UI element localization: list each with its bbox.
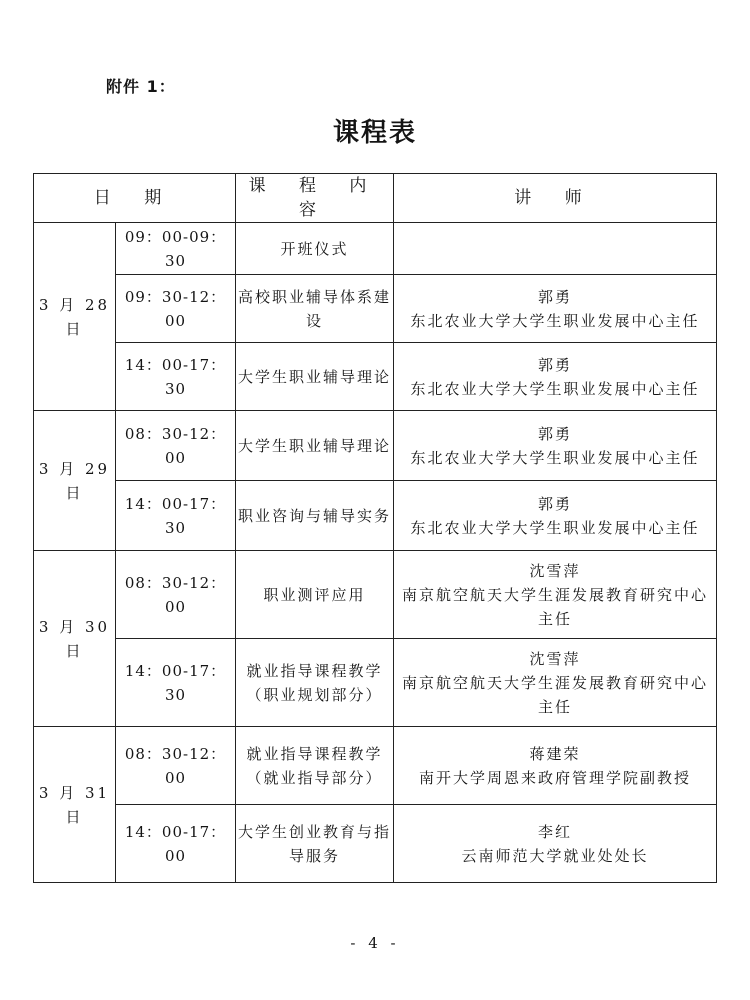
page-title: 课程表 — [332, 118, 417, 148]
table-header-row — [34, 174, 717, 223]
teacher-title: 东北农业大学大学生职业发展中心主任 — [410, 518, 700, 537]
course-cell: 就业指导课程教学（职业规划部分） — [236, 639, 394, 727]
table-row — [34, 805, 717, 883]
time-cell: 08：30-12：00 — [116, 551, 236, 639]
teacher-name: 郭勇 — [537, 494, 572, 513]
time-cell: 08：30-12：00 — [116, 411, 236, 481]
table-row — [34, 639, 717, 727]
teacher-name: 蒋建荣 — [529, 744, 581, 763]
table-row — [34, 727, 717, 805]
table-row — [34, 481, 717, 551]
table-row — [34, 223, 717, 275]
teacher-cell — [394, 551, 717, 639]
table-row — [34, 343, 717, 411]
table-row — [34, 551, 717, 639]
time-cell: 14：00-17：30 — [116, 481, 236, 551]
time-cell: 14：00-17：30 — [116, 639, 236, 727]
time-cell: 08：30-12：00 — [116, 727, 236, 805]
time-cell: 14：00-17：30 — [116, 343, 236, 411]
header-date: 日 期 — [34, 174, 236, 223]
teacher-title: 南京航空航天大学生涯发展教育研究中心主任 — [401, 585, 708, 628]
course-cell: 大学生职业辅导理论 — [236, 343, 394, 411]
teacher-name: 郭勇 — [537, 424, 572, 443]
course-cell: 职业测评应用 — [236, 551, 394, 639]
attachment-label: 附件 1： — [106, 77, 176, 96]
course-cell: 大学生职业辅导理论 — [236, 411, 394, 481]
header-teacher: 讲 师 — [394, 174, 717, 223]
table-row — [34, 411, 717, 481]
teacher-name: 郭勇 — [537, 355, 572, 374]
date-cell: 3 月 29 日 — [34, 411, 116, 551]
teacher-title: 东北农业大学大学生职业发展中心主任 — [410, 379, 700, 398]
schedule-table — [33, 173, 717, 883]
teacher-name: 郭勇 — [537, 287, 572, 306]
teacher-title: 东北农业大学大学生职业发展中心主任 — [410, 311, 700, 330]
teacher-name: 李红 — [537, 822, 572, 841]
teacher-title: 南京航空航天大学生涯发展教育研究中心主任 — [401, 673, 708, 716]
teacher-cell — [394, 639, 717, 727]
course-cell: 开班仪式 — [236, 223, 394, 275]
teacher-cell — [394, 481, 717, 551]
teacher-cell — [394, 727, 717, 805]
teacher-title: 南开大学周恩来政府管理学院副教授 — [418, 768, 691, 787]
teacher-title: 东北农业大学大学生职业发展中心主任 — [410, 448, 700, 467]
header-course: 课 程 内 容 — [236, 174, 394, 223]
time-cell: 14：00-17：00 — [116, 805, 236, 883]
course-cell: 大学生创业教育与指导服务 — [236, 805, 394, 883]
teacher-cell — [394, 223, 717, 275]
date-cell: 3 月 30 日 — [34, 551, 116, 727]
teacher-cell — [394, 275, 717, 343]
teacher-title: 云南师范大学就业处处长 — [461, 846, 649, 865]
teacher-cell — [394, 411, 717, 481]
teacher-cell — [394, 805, 717, 883]
page-number: - 4 - — [350, 934, 400, 952]
teacher-name: 沈雪萍 — [529, 561, 581, 580]
teacher-cell — [394, 343, 717, 411]
time-cell: 09：00-09：30 — [116, 223, 236, 275]
course-cell: 高校职业辅导体系建设 — [236, 275, 394, 343]
table-row — [34, 275, 717, 343]
date-cell: 3 月 31 日 — [34, 727, 116, 883]
time-cell: 09：30-12：00 — [116, 275, 236, 343]
course-cell: 就业指导课程教学（就业指导部分） — [236, 727, 394, 805]
course-cell: 职业咨询与辅导实务 — [236, 481, 394, 551]
teacher-name: 沈雪萍 — [529, 649, 581, 668]
date-cell: 3 月 28 日 — [34, 223, 116, 411]
